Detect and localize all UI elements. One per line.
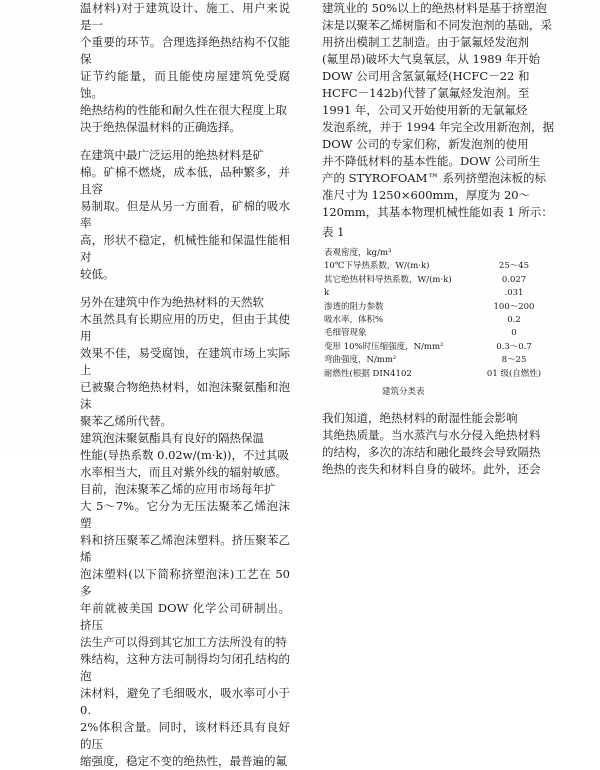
table-row: [324, 341, 554, 354]
paragraph-mineral-wool: [80, 147, 290, 283]
property-value: 25～45: [498, 261, 530, 272]
text-line: 并不降低材料的基本性能。DOW 公司所生: [322, 154, 541, 168]
property-name: 吸水率，体积%: [324, 315, 384, 326]
table-row: [324, 368, 554, 381]
paragraph-extruded-foam: [322, 0, 580, 221]
right-column: [322, 0, 580, 478]
text-line: 年前就被美国 DOW 化学公司研制出。挤压: [80, 601, 290, 632]
table-row: [324, 301, 554, 314]
property-value: 0.027: [501, 274, 527, 285]
text-line: 证节约能量，而且能使房屋建筑免受腐蚀。: [80, 69, 290, 100]
text-line: 沫是以聚苯乙烯树脂和不同发泡剂的基础，采: [322, 18, 552, 32]
property-value: .031: [504, 288, 524, 299]
text-line: 绝热的丧失和材料自身的破坏。此外，还会: [322, 462, 541, 477]
property-name: 渗透的阻力参数: [324, 301, 384, 312]
text-line: 效果不佳，易受腐蚀，在建筑市场上实际上: [80, 346, 290, 377]
text-line: DOW 公司用含氢氯氟烃(HCFC－22 和: [322, 69, 530, 83]
text-line: 泡沫塑料(以下简称挤塑泡沫)工艺在 50 多: [80, 567, 290, 598]
table-row: [324, 354, 554, 367]
text-line: 易制取。但是从另一方面看，矿棉的吸水率: [80, 199, 290, 230]
property-value: 0.2: [507, 315, 521, 326]
text-line: DOW 公司的专家们称，新发泡剂的使用: [322, 137, 529, 151]
table-row: [324, 314, 554, 327]
paragraph-gap: [80, 283, 290, 294]
table-row: [324, 327, 554, 340]
text-line: 发泡系统，并于 1994 年完全改用新泡剂，据: [322, 120, 555, 134]
text-line: 绝热结构的性能和耐久性在很大程度上取: [80, 103, 287, 117]
text-line: 建筑泡沫聚氨酯具有良好的隔热保温: [80, 431, 264, 445]
paragraph-polystyrene: [80, 481, 290, 770]
text-line: 殊结构，这种方法可制得均匀闭孔结构的泡: [80, 652, 290, 683]
text-line: 性能(导热系数 0.02w/(m·k))，不过其吸: [80, 448, 289, 462]
text-line: 料和挤压聚苯乙烯泡沫塑料。挤压聚苯乙烯: [80, 533, 290, 564]
text-line: 棉。矿棉不燃烧，成本低，品种繁多，并且容: [80, 165, 290, 196]
property-value: 100～200: [493, 301, 535, 312]
paragraph-moisture: [322, 410, 580, 478]
text-line: 用挤出模制工艺制造。由于氯氟烃发泡剂: [322, 35, 529, 49]
property-name: 毛细管现象: [324, 328, 367, 339]
property-name: 10℃下导热系数，W/(m·k): [324, 261, 430, 272]
left-column: [80, 0, 290, 770]
property-value: [474, 247, 554, 260]
text-line: 的结构，多次的冻结和融化最终会导致隔热: [322, 445, 541, 460]
table-row: [324, 260, 554, 273]
text-line: 高，形状不稳定，机械性能和保温性能相对: [80, 233, 290, 264]
property-value: 0: [511, 328, 517, 339]
properties-table: [324, 247, 554, 381]
paragraph-polyurethane: [80, 430, 290, 481]
property-name: 其它绝热材料导热系数，W/(m·k): [324, 274, 452, 285]
text-line: 产的 STYROFOAM™ 系列挤塑泡沫板的标: [322, 171, 547, 185]
paragraph-gap: [80, 136, 290, 147]
text-line: 建筑业的 50%以上的绝热材料是基于挤塑泡: [322, 1, 547, 15]
text-line: 准尺寸为 1250×600mm，厚度为 20～: [322, 188, 531, 202]
text-line: 在建筑中最广泛运用的绝热材料是矿: [80, 148, 264, 162]
text-line: 较低。: [80, 267, 115, 281]
text-line: 大 5～7%。它分为无压法聚苯乙烯泡沫塑: [80, 499, 290, 530]
text-line: 已被聚合物绝热材料，如泡沫聚氨酯和泡沫: [80, 380, 290, 411]
text-line: 另外在建筑中作为绝热材料的天然软: [80, 295, 264, 309]
text-line: 其绝热质量。当水蒸汽与水分侵入绝热材料: [322, 428, 541, 443]
table-caption: 表 1: [322, 225, 345, 239]
property-name: k: [324, 288, 330, 299]
text-line: 聚苯乙烯所代替。: [80, 414, 172, 428]
property-name: 弯曲强度，N/mm²: [324, 355, 397, 366]
paragraph-intro: [80, 0, 290, 136]
table-note: 建筑分类表: [382, 387, 425, 398]
text-line: 2%体积含量。同时，该材料还具有良好的压: [80, 720, 290, 751]
text-line: 我们知道，绝热材料的耐湿性能会影响: [322, 411, 518, 426]
property-value: 0.3～0.7: [496, 341, 532, 352]
property-name: 变形 10%时压缩强度，N/mm²: [324, 341, 444, 352]
text-line: 木虽然具有长期应用的历史，但由于其使用: [80, 312, 290, 343]
text-line: (氟里昂)破坏大气臭氧层，从 1989 年开始: [322, 52, 541, 66]
text-line: 缩强度，稳定不变的绝热性，最普遍的氟: [80, 754, 287, 768]
text-line: 目前，泡沫聚苯乙烯的应用市场每年扩: [80, 482, 276, 496]
table-row: [324, 287, 554, 300]
text-line: 120mm，其基本物理机械性能如表 1 所示：: [322, 205, 553, 219]
text-line: 沫材料，避免了毛细吸水，吸水率可小于 0.: [80, 686, 290, 717]
property-name: 表观密度，kg/m³: [324, 248, 392, 258]
text-line: 个重要的环节。合理选择绝热结构不仅能保: [80, 35, 290, 66]
property-value: 01 级(自燃性): [486, 368, 542, 379]
text-line: 水率相当大，而且对紫外线的辐射敏感。: [80, 465, 287, 479]
text-line: 温材料)对于建筑设计、施工、用户来说是一: [80, 1, 290, 32]
table-row: [324, 274, 554, 287]
text-line: 法生产可以得到其它加工方法所没有的特: [80, 635, 287, 649]
text-line: 1991 年，公司又开始使用新的无氯氟烃: [322, 103, 528, 117]
table-row: [324, 247, 554, 260]
property-name: 耐燃性(根据 DIN4102: [324, 368, 412, 379]
text-line: 决于绝热保温材料的正确选择。: [80, 120, 241, 134]
paragraph-cork: [80, 294, 290, 430]
text-line: HCFC－142b)代替了氯氟烃发泡剂。至: [322, 86, 530, 100]
property-value: 8～25: [501, 355, 527, 366]
